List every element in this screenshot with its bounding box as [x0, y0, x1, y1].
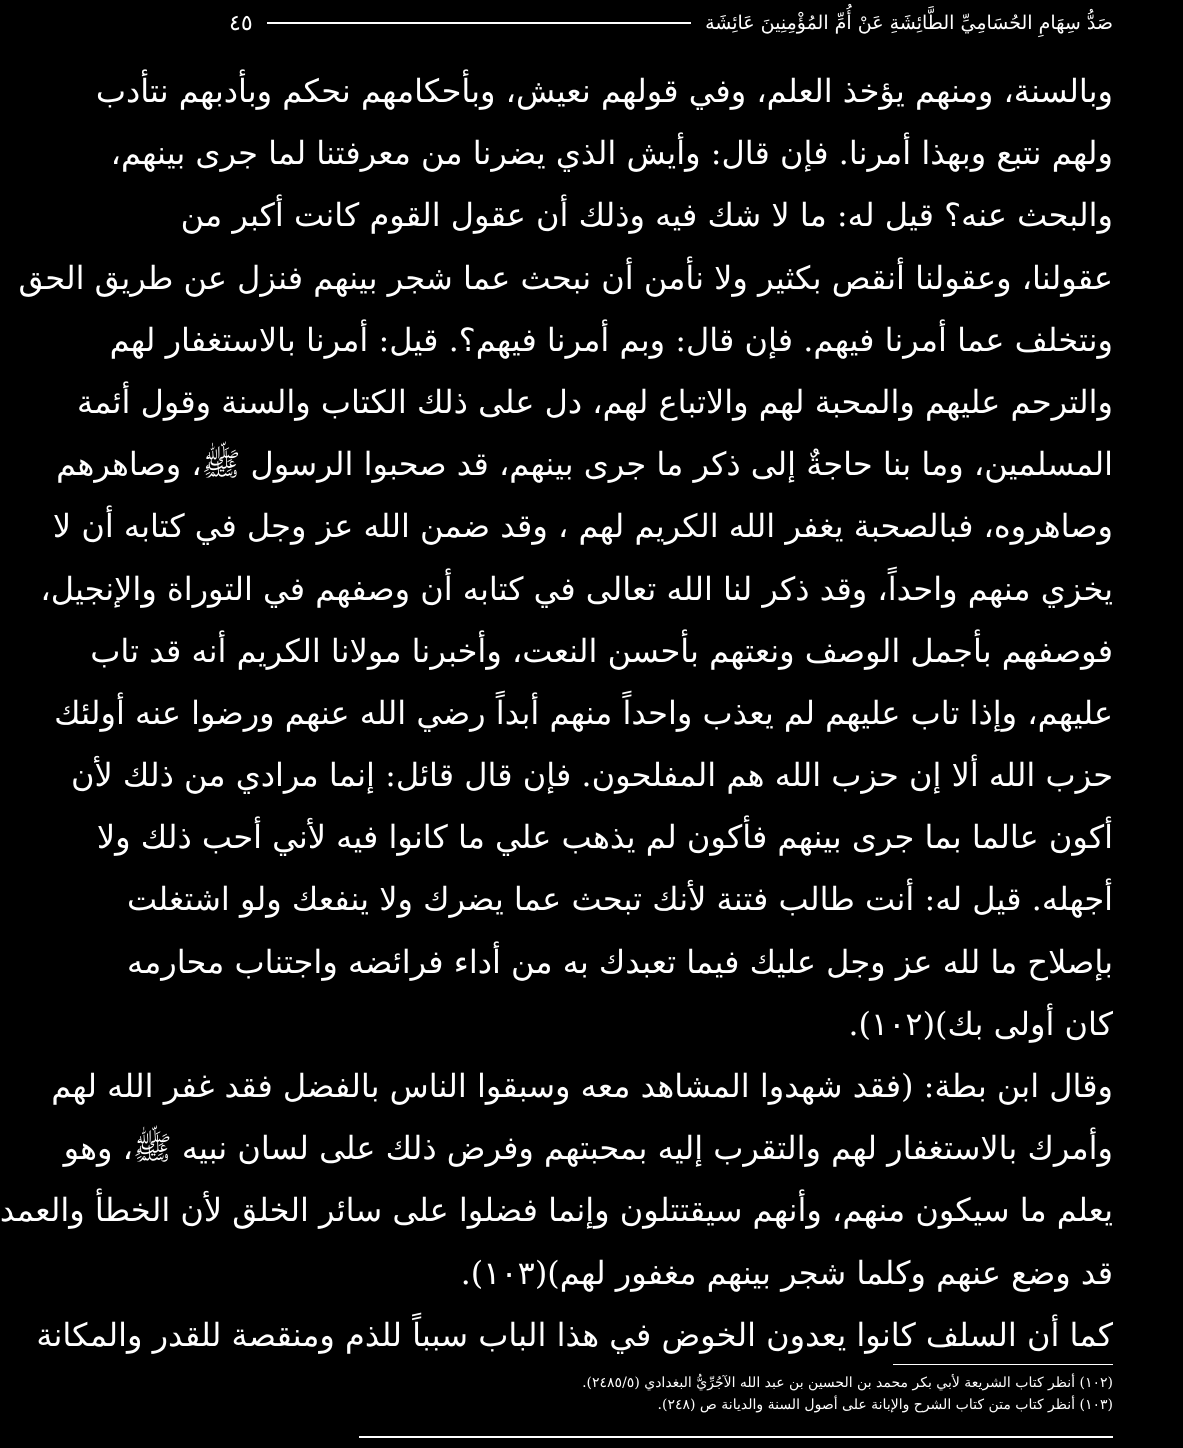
header-rule — [267, 22, 691, 24]
text-line: ولهم نتبع وبهذا أمرنا. فإن قال: وأيش الذي يضرنا من معرفتنا لما جرى بينهم، — [110, 134, 1113, 173]
text-line: المسلمين، وما بنا حاجةٌ إلى ذكر ما جرى بينهم، قد صحبوا الرسول ﷺ، وصاهرهم — [56, 445, 1113, 484]
footnote: (١٠٣) أنظر كتاب متن كتاب الشرح والإبانة على أصول السنة والديانة ص (٢٤٨). — [657, 1397, 1113, 1413]
text-line: أكون عالما بما جرى بينهم فأكون لم يذهب علي ما كانوا فيه لأني أحب ذلك ولا — [96, 818, 1113, 857]
text-line: أجهله. قيل له: أنت طالب فتنة لأنك تبحث عما يضرك ولا ينفعك ولو اشتغلت — [126, 880, 1113, 919]
text-line: كما أن السلف كانوا يعدون الخوض في هذا الباب سبباً للذم ومنقصة للقدر والمكانة — [36, 1315, 1113, 1354]
text-line: كان أولى بك)(١٠٢). — [848, 1004, 1113, 1043]
text-line: والترحم عليهم والمحبة لهم والاتباع لهم، دل على ذلك الكتاب والسنة وقول أئمة — [76, 382, 1113, 421]
footnotes — [229, 1372, 1113, 1416]
text-line: يخزي منهم واحداً، وقد ذكر لنا الله تعالى في كتابه أن وصفهم في التوراة والإنجيل، — [40, 569, 1113, 608]
text-line: وقال ابن بطة: (فقد شهدوا المشاهد معه وسبقوا الناس بالفضل فقد غفر الله لهم — [51, 1067, 1113, 1105]
footnote: (١٠٢) أنظر كتاب الشريعة لأبي بكر محمد بن الحسين بن عبد الله الآجُرِّيُّ البغدادي (٢٤٨٥/٥). — [582, 1375, 1113, 1391]
text-line: عقولنا، وعقولنا أنقص بكثير ولا نأمن أن نبحث عما شجر بينهم فنزل عن طريق الحق — [18, 258, 1113, 297]
text-line: بإصلاح ما لله عز وجل عليك فيما تعبدك به من أداء فرائضه واجتناب محارمه — [126, 942, 1113, 981]
running-title: صَدُّ سِهَامِ الحُسَامِيِّ الطَّائِشَةِ عَنْ أُمِّ المُؤْمِنِينَ عَائِشَة — [705, 12, 1113, 34]
text-line: ونتخلف عما أمرنا فيهم. فإن قال: وبم أمرنا فيهم؟. قيل: أمرنا بالاستغفار لهم — [109, 320, 1113, 359]
body-text — [0, 60, 1113, 1366]
text-line: وبالسنة، ومنهم يؤخذ العلم، وفي قولهم نعيش، وبأحكامهم نحكم وبأدبهم نتأدب — [95, 72, 1113, 110]
text-line: حزب الله ألا إن حزب الله هم المفلحون. فإن قال قائل: إنما مرادي من ذلك لأن — [70, 756, 1113, 795]
text-line: فوصفهم بأجمل الوصف ونعتهم بأحسن النعت، وأخبرنا مولانا الكريم أنه قد تاب — [90, 631, 1113, 670]
footnote-rule — [893, 1364, 1113, 1365]
text-line: يعلم ما سيكون منهم، وأنهم سيقتتلون وإنما فضلوا على سائر الخلق لأن الخطأ والعمد — [0, 1191, 1113, 1230]
bottom-rule — [359, 1436, 1113, 1438]
text-line: والبحث عنه؟ قيل له: ما لا شك فيه وذلك أن عقول القوم كانت أكبر من — [180, 196, 1113, 235]
text-line: وأمرك بالاستغفار لهم والتقرب إليه بمحبتهم وفرض ذلك على لسان نبيه ﷺ، وهو — [63, 1129, 1113, 1168]
text-line: قد وضع عنهم وكلما شجر بينهم مغفور لهم)(١٠٣). — [460, 1253, 1113, 1292]
running-header — [229, 8, 1113, 38]
text-line: وصاهروه، فبالصحبة يغفر الله الكريم لهم ، وقد ضمن الله عز وجل في كتابه أن لا — [52, 507, 1113, 546]
text-line: عليهم، وإذا تاب عليهم لم يعذب واحداً منهم أبداً رضي الله عنهم ورضوا عنه أولئك — [54, 693, 1113, 732]
page-number: ٤٥ — [229, 10, 253, 36]
